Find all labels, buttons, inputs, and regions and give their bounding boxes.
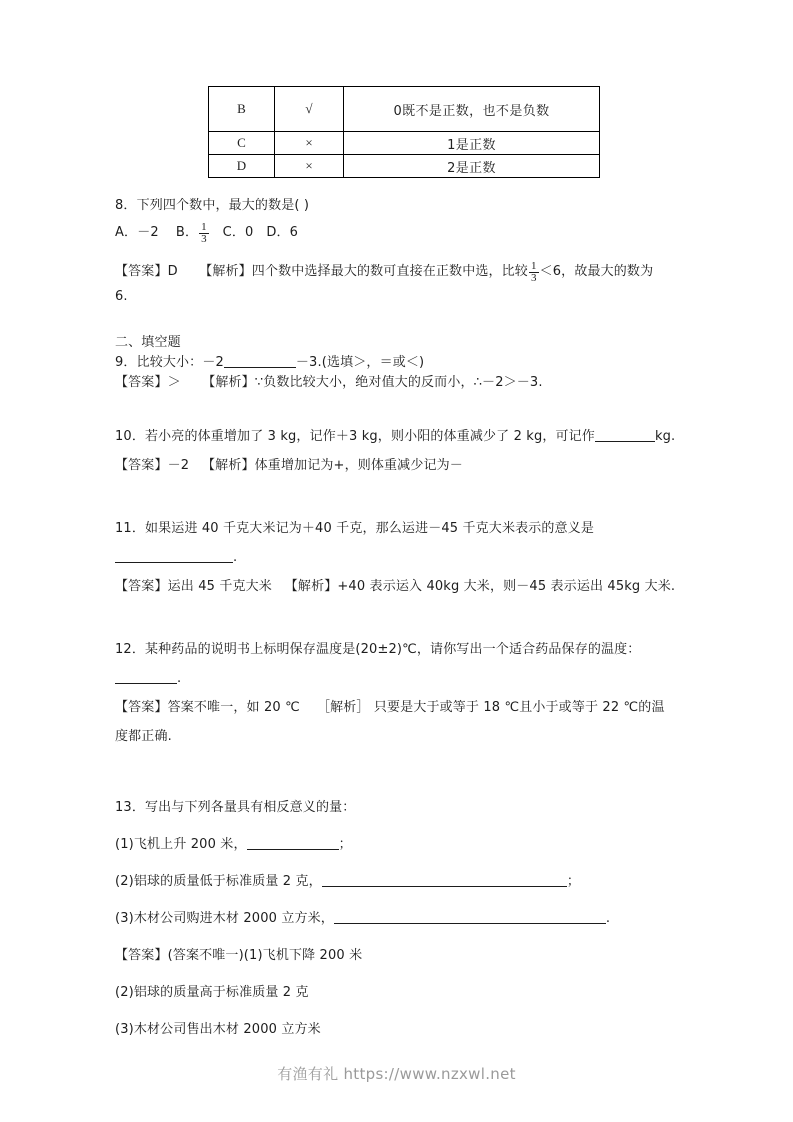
q13-answer-line-2: (2)铝球的质量高于标准质量 2 克: [115, 985, 309, 1000]
q13-blank-1[interactable]: [247, 849, 339, 850]
options-table-wrapper: [208, 86, 596, 178]
q10-stem: [115, 427, 683, 447]
table-cell-mark: √: [275, 87, 344, 132]
q13-answer-line-1: [115, 946, 683, 966]
q12-blank-line: [115, 669, 683, 689]
q10-answer-line: [115, 456, 683, 476]
q9-stem-post: －3.(选填＞，＝或＜): [295, 355, 425, 370]
q12-analysis-text-2: 度都正确.: [115, 729, 172, 744]
q13-answer-line-3: (3)木材公司售出木材 2000 立方米: [115, 1022, 321, 1037]
q12-answer-line: [115, 698, 683, 718]
q10-answer-label: 【答案】－2: [115, 458, 190, 473]
q10-analysis-text: 体重增加记为+，则体重减少记为－: [254, 458, 463, 473]
q8-option-d: D．6: [266, 225, 299, 240]
table-cell-statement: 2是正数: [344, 155, 600, 178]
table-cell-mark: ×: [275, 155, 344, 178]
q11-analysis-label: 【解析】: [284, 579, 338, 594]
q13-item-3-text: (3)木材公司购进木材 2000 立方米，: [115, 911, 334, 926]
q12-analysis-text-1: 只要是大于或等于 18 ℃且小于或等于 22 ℃的温: [373, 700, 665, 715]
q12-blank-suffix: .: [177, 671, 182, 686]
fraction-numerator: 1: [201, 220, 207, 233]
q8-answer-line: [115, 257, 683, 287]
q10-stem-pre: 10．若小亮的体重增加了 3 kg，记作＋3 kg，则小阳的体重减少了 2 kg，可记作: [115, 429, 595, 444]
q13-item-1: [115, 835, 683, 855]
q13-blank-3[interactable]: [334, 923, 606, 924]
table-row: [209, 132, 600, 155]
q8-option-c: C．0: [222, 225, 254, 240]
q13-item-2-text: (2)铝球的质量低于标准质量 2 克，: [115, 874, 322, 889]
q9-answer-line: [115, 373, 683, 393]
q10-blank[interactable]: [595, 441, 655, 442]
table-cell-option: B: [209, 87, 275, 132]
document-body: [115, 196, 683, 1040]
q9-answer-label: 【答案】＞: [115, 375, 181, 390]
q10-stem-post: kg.: [654, 429, 676, 444]
footer-watermark: 有渔有礼 https://www.nzxwl.net: [277, 1065, 516, 1083]
q11-answer-label: 【答案】: [115, 579, 168, 594]
q8-option-a: A．－2: [115, 225, 159, 240]
q11-blank[interactable]: [115, 562, 233, 563]
section-2-heading: 二、填空题: [115, 335, 181, 350]
q12-blank[interactable]: [115, 683, 177, 684]
q8-analysis-fraction: [529, 261, 539, 285]
q13-item-3-suffix: .: [605, 911, 611, 926]
q8-analysis-label: 【解析】: [199, 264, 252, 279]
q8-stem: 8．下列四个数中，最大的数是( ): [115, 198, 310, 213]
q11-answer-line: [115, 577, 683, 597]
q8-analysis-text-3: 6.: [115, 289, 128, 304]
q12-analysis-label: ［解析］: [316, 700, 370, 715]
q8-options: [115, 216, 683, 248]
q13-answer-label: 【答案】: [115, 948, 168, 963]
table-row: [209, 155, 600, 178]
q10-analysis-label: 【解析】: [202, 458, 255, 473]
q9-blank[interactable]: [224, 367, 296, 368]
table-cell-statement: 0既不是正数，也不是负数: [344, 87, 600, 132]
table-cell-option: C: [209, 132, 275, 155]
q11-stem: 11．如果运进 40 千克大米记为＋40 千克，那么运进－45 千克大米表示的意义是: [115, 521, 594, 536]
q8-analysis-text-2: ＜6，故最大的数为: [539, 264, 654, 279]
q11-analysis-text: +40 表示运入 40kg 大米，则－45 表示运出 45kg 大米.: [337, 579, 676, 594]
fraction-numerator: 1: [530, 259, 537, 272]
q11-answer-text: 运出 45 千克大米: [167, 579, 272, 594]
q8-option-b-fraction: [199, 222, 209, 246]
q13-item-2-suffix: ；: [566, 874, 580, 889]
q13-item-1-text: (1)飞机上升 200 米，: [115, 837, 247, 852]
q11-blank-suffix: .: [233, 550, 238, 565]
q13-answer-text-1: (答案不唯一)(1)飞机下降 200 米: [167, 948, 363, 963]
q13-stem: 13．写出与下列各量具有相反意义的量：: [115, 800, 356, 815]
q12-stem: 12．某种药品的说明书上标明保存温度是(20±2)℃，请你写出一个适合药品保存的温度：: [115, 642, 641, 657]
q12-answer-label: 【答案】: [115, 700, 168, 715]
q12-answer-text: 答案不唯一，如 20 ℃: [167, 700, 300, 715]
q13-item-1-suffix: ；: [338, 837, 352, 852]
q9-stem: [115, 353, 683, 373]
q8-option-b-label: B．: [175, 225, 199, 240]
q11-blank-line: [115, 548, 683, 568]
q8-analysis-text-1: 四个数中选择最大的数可直接在正数中选，比较: [251, 264, 528, 279]
table-row: [209, 87, 600, 132]
q9-analysis-label: 【解析】: [202, 375, 255, 390]
q9-stem-pre: 9．比较大小：－2: [115, 355, 224, 370]
fraction-denominator: 3: [201, 233, 207, 246]
q9-analysis-text: ∵负数比较大小，绝对值大的反而小，∴－2＞－3.: [254, 375, 543, 390]
q8-answer-label: 【答案】D: [115, 264, 178, 279]
table-cell-statement: 1是正数: [344, 132, 600, 155]
q13-item-2: [115, 872, 683, 892]
q13-blank-2[interactable]: [322, 886, 567, 887]
table-cell-mark: ×: [275, 132, 344, 155]
fraction-denominator: 3: [530, 272, 537, 285]
options-table: [208, 86, 600, 178]
q13-item-3: [115, 909, 683, 929]
table-cell-option: D: [209, 155, 275, 178]
